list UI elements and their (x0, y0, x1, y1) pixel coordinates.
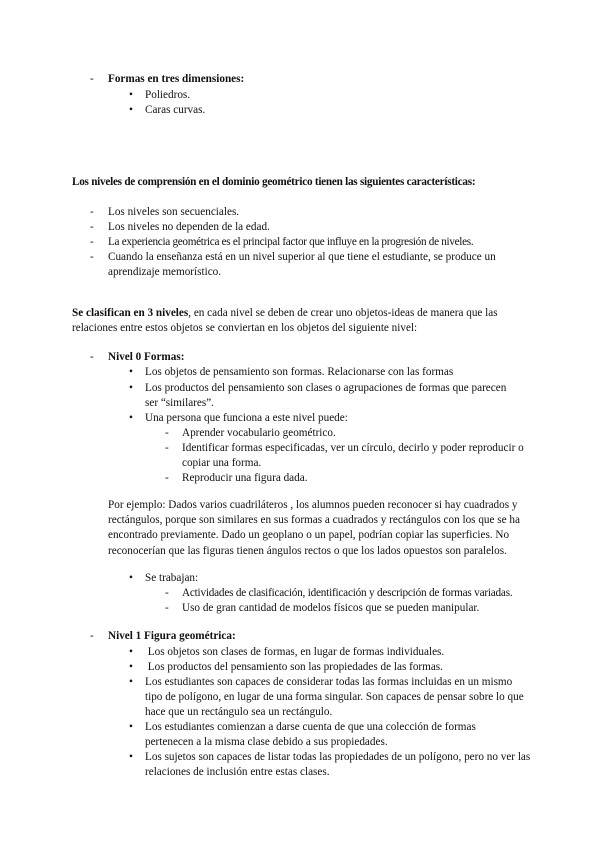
dash-marker: - (90, 236, 94, 248)
list-item: Poliedros. (145, 89, 191, 101)
bullet-marker: • (129, 661, 133, 673)
bullet-marker: • (129, 751, 133, 763)
list-item: Los objetos de pensamiento son formas. Relacionarse con las formas (145, 366, 454, 378)
list-item: Los niveles son secuenciales. (108, 206, 240, 218)
dash-marker: - (165, 472, 169, 484)
dash-marker: - (165, 442, 169, 454)
bullet-marker: • (129, 646, 133, 658)
list-item: Los productos del pensamiento son las propiedades de las formas. (145, 661, 443, 673)
section-heading: Los niveles de comprensión en el dominio geométrico tienen las siguientes características: (72, 176, 476, 188)
dash-marker: - (90, 206, 94, 218)
list-item: Los productos del pensamiento son clases o agrupaciones de formas que parecen ser “similares”. (145, 382, 507, 410)
bullet-marker: • (129, 572, 133, 584)
level-title: Nivel 0 Formas: (108, 351, 185, 363)
dash-marker: - (165, 427, 169, 439)
bullet-marker: • (129, 366, 133, 378)
list-item: Uso de gran cantidad de modelos físicos que se pueden manipular. (182, 602, 480, 614)
list-item: Caras curvas. (145, 104, 206, 116)
dash-marker: - (90, 221, 94, 233)
dash-marker: - (165, 587, 169, 599)
list-item: Actividades de clasificación, identificación y descripción de formas variadas. (182, 587, 513, 599)
intro-text: , en cada nivel se deben de crear uno objetos-ideas de manera que las relaciones entre estos objetos se conviertan en los objetos del siguiente nivel: (72, 307, 498, 335)
dash-marker: - (165, 602, 169, 614)
example-paragraph: Por ejemplo: Dados varios cuadriláteros , los alumnos pueden reconocer si hay cuadrados y rectángulos, porque son similares en sus formas a cuadrados y rectángulos con los que se ha encontrado previamente. Dado un geoplano o un papel, podrían copiar las superficies. No reconocerían que las figuras tienen ángulos rectos o que los lados opuestos son paralelos. (108, 499, 520, 557)
bullet-marker: • (129, 412, 133, 424)
list-item: La experiencia geométrica es el principal factor que influye en la progresión de niveles. (108, 236, 474, 248)
list-item: Aprender vocabulario geométrico. (182, 427, 336, 439)
dash-marker: - (90, 251, 94, 263)
dash-marker: - (90, 351, 94, 363)
bullet-marker: • (129, 721, 133, 733)
list-item: Reproducir una figura dada. (182, 472, 308, 484)
list-item: Los estudiantes comienzan a darse cuenta de que una colección de formas pertenecen a la misma clase debido a sus propiedades. (145, 721, 476, 749)
dash-marker: - (90, 630, 94, 642)
dash-marker: - (90, 73, 94, 85)
intro-paragraph (72, 306, 512, 336)
list-item: Identificar formas especificadas, ver un círculo, decirlo y poder reproducir o copiar una forma. (182, 442, 524, 470)
intro-bold: Se clasifican en 3 niveles (72, 307, 189, 319)
bullet-marker: • (129, 89, 133, 101)
bullet-marker: • (129, 104, 133, 116)
list-item: Los estudiantes son capaces de considerar todas las formas incluidas en un mismo tipo de polígono, en lugar de una forma singular. Son capaces de pensar sobre lo que hace que un rectángulo sea un rectángulo. (145, 676, 524, 719)
list-item: Los sujetos son capaces de listar todas las propiedades de un polígono, pero no ver las relaciones de inclusión entre estas clases. (145, 751, 531, 779)
list-item: Los niveles no dependen de la edad. (108, 221, 270, 233)
list-item: Una persona que funciona a este nivel puede: (145, 412, 348, 424)
bullet-marker: • (129, 676, 133, 688)
list-item: Cuando la enseñanza está en un nivel superior al que tiene el estudiante, se produce un aprendizaje memorístico. (108, 251, 496, 279)
bullet-marker: • (129, 382, 133, 394)
list-item: Los objetos son clases de formas, en lugar de formas individuales. (145, 646, 445, 658)
level-title: Nivel 1 Figura geométrica: (108, 630, 236, 642)
section-title: Formas en tres dimensiones: (108, 73, 245, 85)
list-item: Se trabajan: (145, 572, 199, 584)
